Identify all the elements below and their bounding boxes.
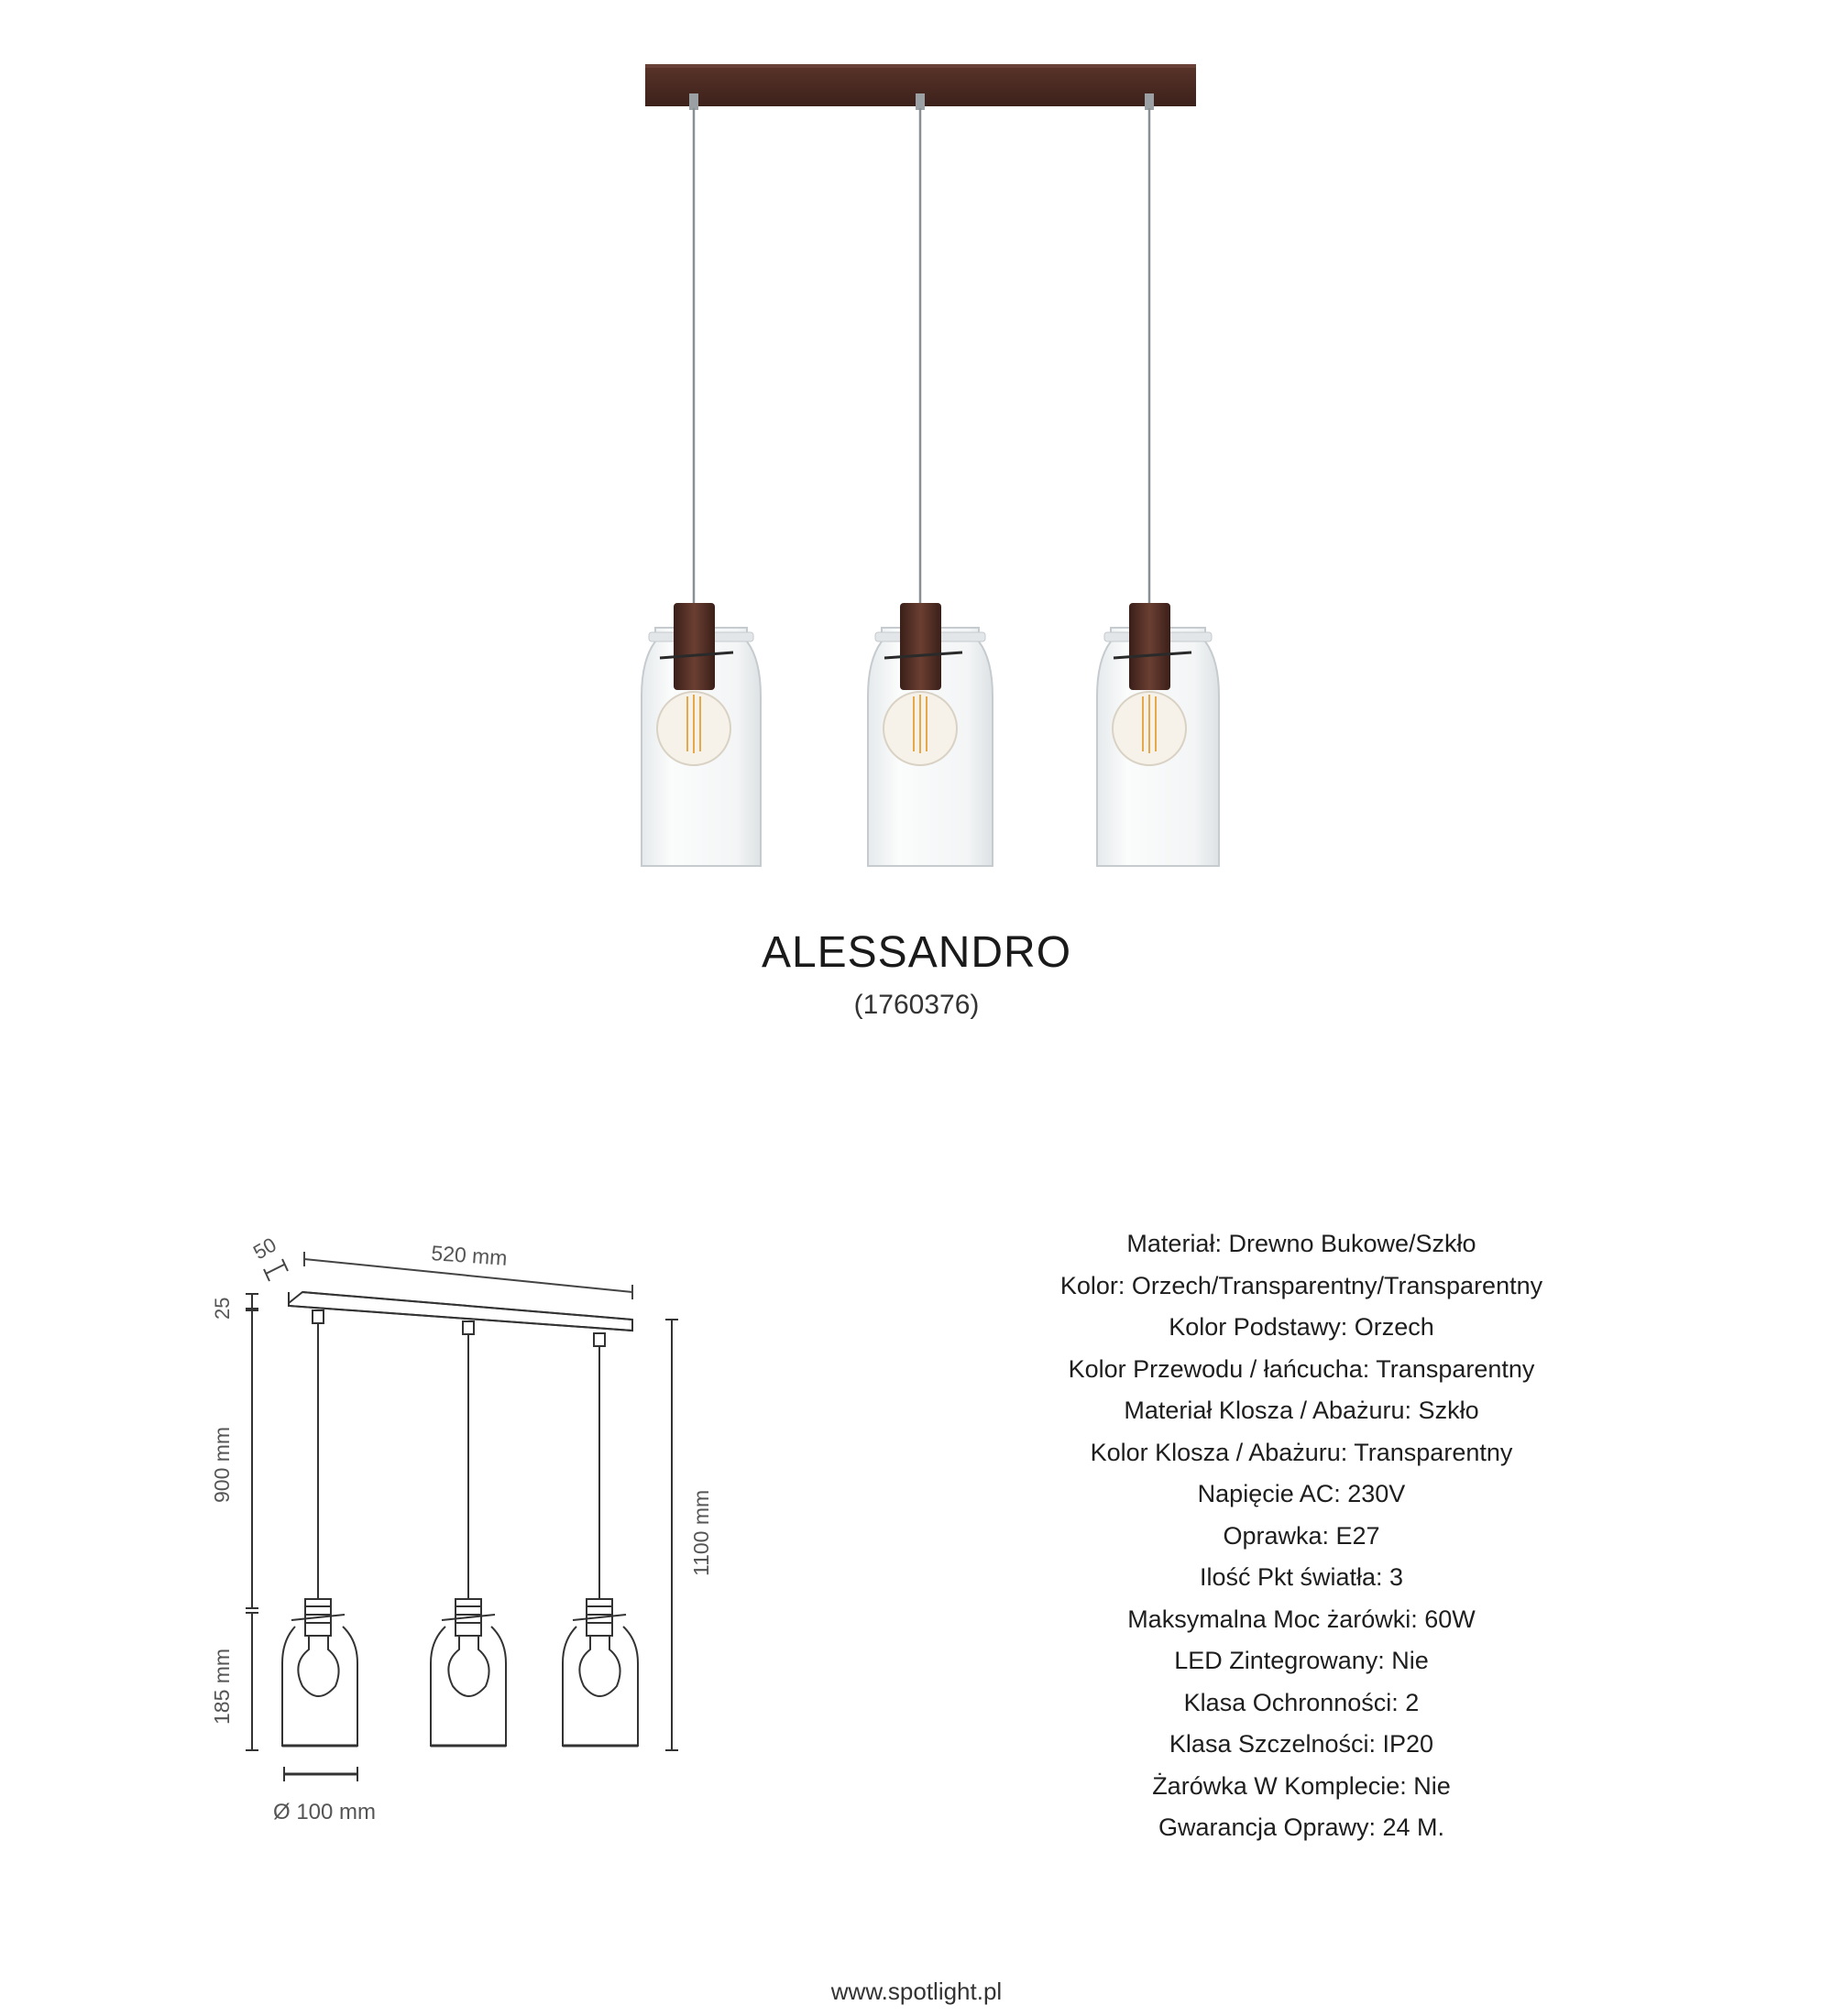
dim-cable-label: 900 mm bbox=[210, 1426, 234, 1503]
dim-width-label: 520 mm bbox=[430, 1241, 509, 1270]
drawing-pendant-center bbox=[431, 1321, 506, 1746]
product-code: (1760376) bbox=[853, 990, 980, 1020]
drawing-pendant-left bbox=[282, 1310, 357, 1746]
spec-cable-color: Kolor Przewodu / łańcucha: Transparentny bbox=[1068, 1354, 1535, 1383]
dim-shade-label: 185 mm bbox=[210, 1648, 234, 1725]
pendant-left bbox=[642, 93, 761, 866]
spec-led: LED Zintegrowany: Nie bbox=[1174, 1647, 1429, 1674]
spec-list bbox=[981, 1223, 1622, 1849]
dim-depth-label: 50 bbox=[249, 1233, 280, 1265]
spec-max-power: Maksymalna Moc żarówki: 60W bbox=[1127, 1605, 1476, 1633]
drawing-pendant-right bbox=[563, 1333, 638, 1746]
spec-material: Materiał: Drewno Bukowe/Szkło bbox=[1126, 1230, 1476, 1257]
spec-voltage: Napięcie AC: 230V bbox=[1197, 1480, 1406, 1507]
spec-bulb-included: Żarówka W Komplecie: Nie bbox=[1152, 1771, 1451, 1800]
dimension-drawing bbox=[183, 1191, 770, 1869]
spec-warranty: Gwarancja Oprawy: 24 M. bbox=[1158, 1813, 1445, 1841]
dim-total-label: 1100 mm bbox=[689, 1489, 713, 1576]
spec-shade-material: Materiał Klosza / Abażuru: Szkło bbox=[1124, 1397, 1479, 1424]
product-photo bbox=[0, 0, 1833, 916]
dim-canopy-label: 25 bbox=[211, 1297, 234, 1320]
spec-ip-rating: Klasa Szczelności: IP20 bbox=[1169, 1730, 1434, 1758]
spec-color: Kolor: Orzech/Transparentny/Transparentny bbox=[1059, 1271, 1543, 1299]
pendant-center bbox=[868, 93, 993, 866]
pendant-right bbox=[1097, 93, 1219, 866]
product-name: ALESSANDRO bbox=[761, 928, 1072, 977]
spec-shade-color: Kolor Klosza / Abażuru: Transparentny bbox=[1090, 1438, 1513, 1466]
spec-base-color: Kolor Podstawy: Orzech bbox=[1169, 1313, 1434, 1341]
spec-protection-class: Klasa Ochronności: 2 bbox=[1183, 1688, 1420, 1716]
spec-light-points: Ilość Pkt światła: 3 bbox=[1199, 1563, 1404, 1591]
website-link[interactable]: www.spotlight.pl bbox=[830, 1978, 1003, 2005]
dim-diameter-label: Ø 100 mm bbox=[273, 1800, 377, 1824]
spec-socket: Oprawka: E27 bbox=[1223, 1521, 1380, 1550]
